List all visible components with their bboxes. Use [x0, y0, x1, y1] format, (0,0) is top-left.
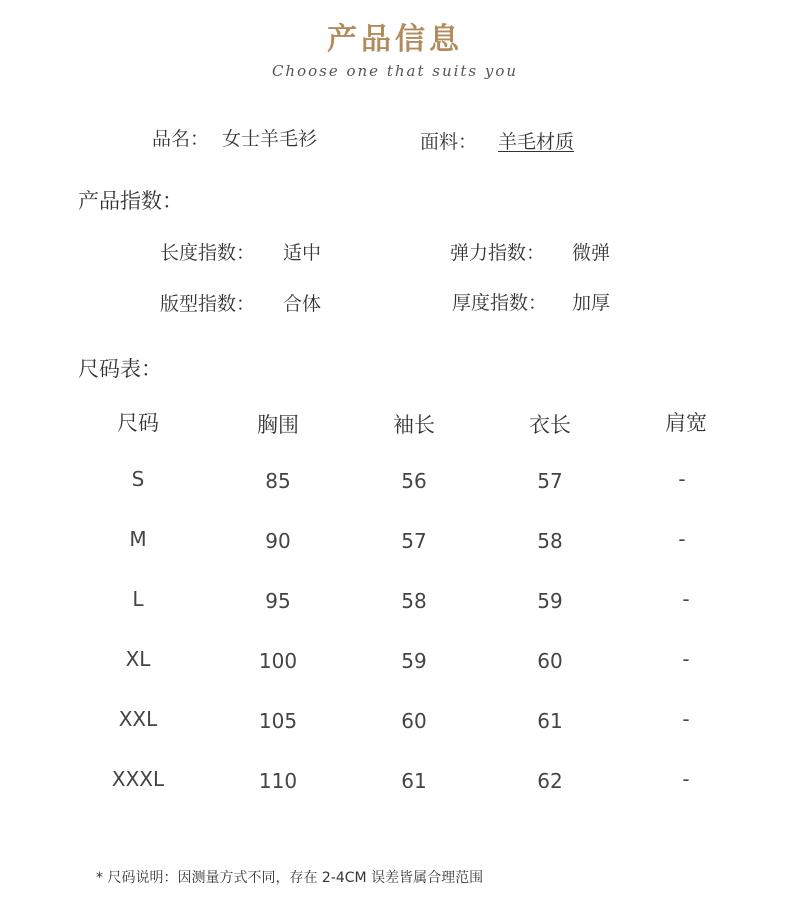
page-subtitle: Choose one that suits you	[271, 62, 519, 80]
product-name-value: 女士羊毛衫	[222, 128, 318, 150]
thickness-index-label: 厚度指数：	[452, 292, 548, 314]
table-cell: 100	[258, 649, 298, 673]
table-cell: 60	[537, 649, 563, 673]
table-cell: XL	[125, 647, 151, 671]
table-cell: -	[682, 587, 690, 611]
table-cell: 95	[265, 589, 291, 613]
table-cell: XXL	[118, 707, 158, 731]
size-table-heading: 尺码表：	[78, 357, 162, 381]
elastic-index-value: 微弹	[572, 242, 611, 264]
length-index-label: 长度指数：	[160, 242, 256, 264]
table-cell: -	[678, 467, 686, 491]
table-cell: 59	[537, 589, 563, 613]
fabric-label: 面料：	[420, 131, 478, 153]
indices-heading: 产品指数：	[78, 189, 183, 213]
table-cell: -	[682, 707, 690, 731]
table-cell: 57	[401, 529, 427, 553]
table-cell: 90	[265, 529, 291, 553]
table-cell: 57	[537, 469, 563, 493]
table-cell: 62	[537, 769, 563, 793]
table-cell: 110	[258, 769, 298, 793]
col-header-length: 衣长	[529, 413, 571, 437]
thickness-index-value: 加厚	[572, 292, 611, 314]
table-cell: -	[678, 527, 686, 551]
table-cell: M	[129, 527, 147, 551]
col-header-chest: 胸围	[257, 413, 299, 437]
table-cell: -	[682, 647, 690, 671]
col-header-sleeve: 袖长	[393, 413, 435, 437]
product-name-label: 品名：	[152, 128, 210, 150]
table-cell: -	[682, 767, 690, 791]
table-cell: 56	[401, 469, 427, 493]
table-cell: 58	[401, 589, 427, 613]
col-header-shoulder: 肩宽	[665, 411, 707, 435]
table-cell: 61	[537, 709, 563, 733]
col-header-size: 尺码	[117, 411, 159, 435]
table-cell: 60	[401, 709, 427, 733]
table-cell: S	[131, 467, 145, 491]
table-cell: XXXL	[111, 767, 165, 791]
size-note: * 尺码说明：因测量方式不同，存在 2-4CM 误差皆属合理范围	[96, 870, 484, 886]
table-cell: 61	[401, 769, 427, 793]
table-cell: 58	[537, 529, 563, 553]
page-title: 产品信息	[327, 22, 463, 57]
fit-index-value: 合体	[283, 293, 322, 315]
elastic-index-label: 弹力指数：	[450, 242, 546, 264]
table-cell: 105	[258, 709, 298, 733]
fabric-value: 羊毛材质	[498, 131, 575, 153]
length-index-value: 适中	[283, 242, 322, 264]
table-cell: 59	[401, 649, 427, 673]
table-cell: L	[132, 587, 144, 611]
table-cell: 85	[265, 469, 291, 493]
fit-index-label: 版型指数：	[160, 293, 256, 315]
